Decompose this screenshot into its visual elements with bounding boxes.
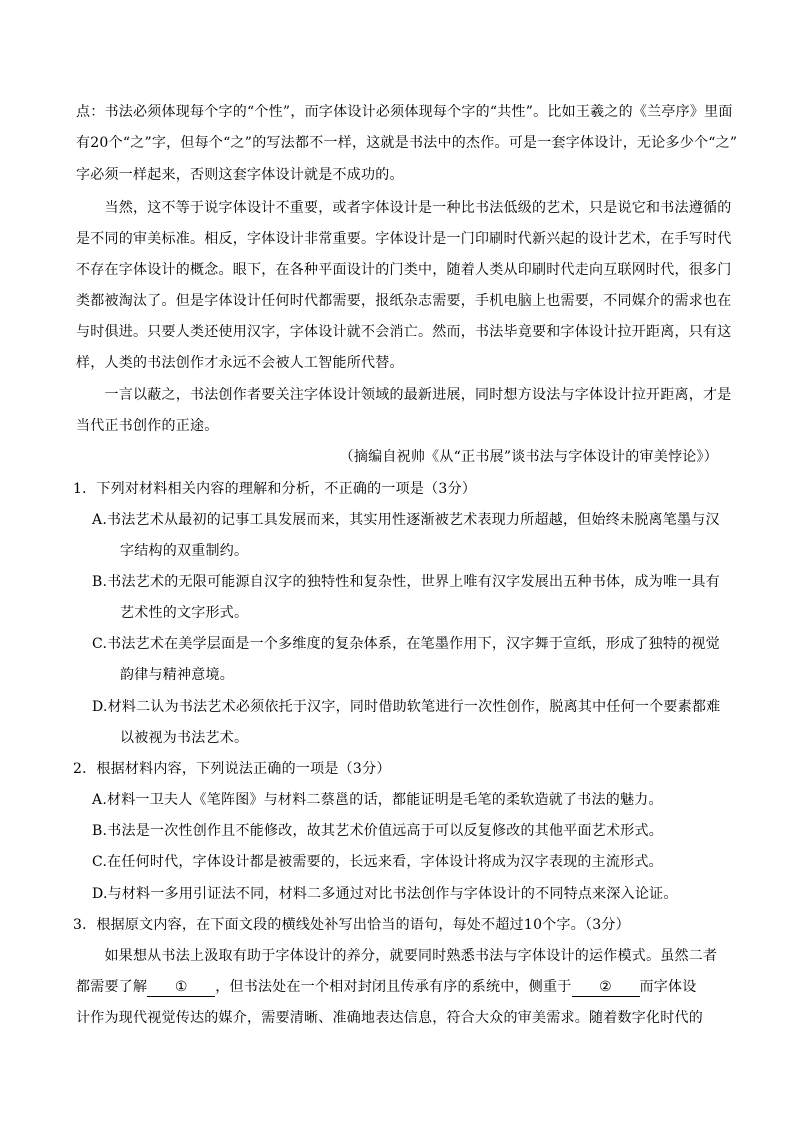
question-stem-3: 3．根据原文内容，在下面文段的横线处补写出恰当的语句，每处不超过10个字。（3分） <box>73 917 630 933</box>
q1-option-c-cont: 韵律与精神意境。 <box>120 667 234 683</box>
question-stem-1: 1．下列对材料相关内容的理解和分析，不正确的一项是（3分） <box>73 481 477 497</box>
q3-text-segment: 都需要了解 <box>76 979 148 995</box>
q3-text-line: 如果想从书法上汲取有助于字体设计的养分，就要同时熟悉书法与字体设计的运作模式。虽然二者 <box>76 948 718 964</box>
q3-text-line: 计作为现代视觉传达的媒介，需要清晰、准确地表达信息，符合大众的审美需求。随着数字化时代的 <box>76 1010 703 1026</box>
passage-line: 类都被淘汰了。但是字体设计任何时代都需要，报纸杂志需要，手机电脑上也需要，不同媒介的需求也在 <box>76 293 732 309</box>
q1-option-b: B.书法艺术的无限可能源自汉字的独特性和复杂性，世界上唯有汉字发展出五种书体，成为唯一具有 <box>92 574 720 590</box>
passage-line: 当代正书创作的正途。 <box>76 418 219 434</box>
q2-option-a: A.材料一卫夫人《笔阵图》与材料二蔡邕的话，都能证明是毛笔的柔软造就了书法的魅力。 <box>92 792 663 808</box>
q1-option-b-cont: 艺术性的文字形式。 <box>120 605 249 621</box>
source-citation: （摘编自祝帅《从“正书展”谈书法与字体设计的审美悖论》） <box>339 449 718 465</box>
q1-option-a: A.书法艺术从最初的记事工具发展而来，其实用性逐渐被艺术表现力所超越，但始终未脱离笔墨与汉 <box>92 512 720 528</box>
q3-text-segment: ，但书法处在一个相对封闭且传承有序的系统中，侧重于 <box>215 979 572 995</box>
q1-option-c: C.书法艺术在美学层面是一个多维度的复杂体系，在笔墨作用下，汉字舞于宣纸，形成了独特的视觉 <box>92 636 720 652</box>
q2-option-b: B.书法是一次性创作且不能修改，故其艺术价值远高于可以反复修改的其他平面艺术形式。 <box>92 823 663 839</box>
q3-text-segment: 而字体设 <box>639 979 697 995</box>
q2-option-c: C.在任何时代，字体设计都是被需要的，长远来看，字体设计将成为汉字表现的主流形式。 <box>92 854 663 870</box>
passage-line: 有20个“之”字，但每个“之”的写法都不一样，这就是书法中的杰作。可是一套字体设计，无论多少个“之” <box>76 135 738 151</box>
passage-line: 一言以蔽之，书法创作者要关注字体设计领域的最新进展，同时想方设法与字体设计拉开距离，才是 <box>76 387 732 403</box>
passage-line: 字必须一样起来，否则这套字体设计就是不成功的。 <box>76 167 404 183</box>
passage-line: 样，人类的书法创作才永远不会被人工智能所代替。 <box>76 355 404 371</box>
answer-blank-1[interactable]: ① <box>147 978 215 997</box>
passage-line: 与时俱进。只要人类还使用汉字，字体设计就不会消亡。然而，书法毕竟要和字体设计拉开距离，只有这 <box>76 324 732 340</box>
answer-blank-2[interactable]: ② <box>572 978 640 997</box>
question-stem-2: 2．根据材料内容，下列说法正确的一项是（3分） <box>73 761 391 777</box>
q1-option-d: D.材料二认为书法艺术必须依托于汉字，同时借助软笔进行一次性创作，脱离其中任何一个要素都难 <box>92 699 721 715</box>
q2-option-d: D.与材料一多用引证法不同，材料二多通过对比书法创作与字体设计的不同特点来深入论证。 <box>92 886 678 902</box>
passage-line: 不存在字体设计的概念。眼下，在各种平面设计的门类中，随着人类从印刷时代走向互联网时代，很多门 <box>76 262 732 278</box>
q1-option-d-cont: 以被视为书法艺术。 <box>120 730 249 746</box>
passage-line: 是不同的审美标准。相反，字体设计非常重要。字体设计是一门印刷时代新兴起的设计艺术，在手写时代 <box>76 231 732 247</box>
q3-text-line <box>76 977 697 997</box>
q1-option-a-cont: 字结构的双重制约。 <box>120 543 249 559</box>
passage-line: 当然，这不等于说字体设计不重要，或者字体设计是一种比书法低级的艺术，只是说它和书法遵循的 <box>76 200 732 216</box>
passage-line: 点：书法必须体现每个字的“个性”，而字体设计必须体现每个字的“共性”。比如王羲之的《兰亭序》里面 <box>76 104 733 120</box>
